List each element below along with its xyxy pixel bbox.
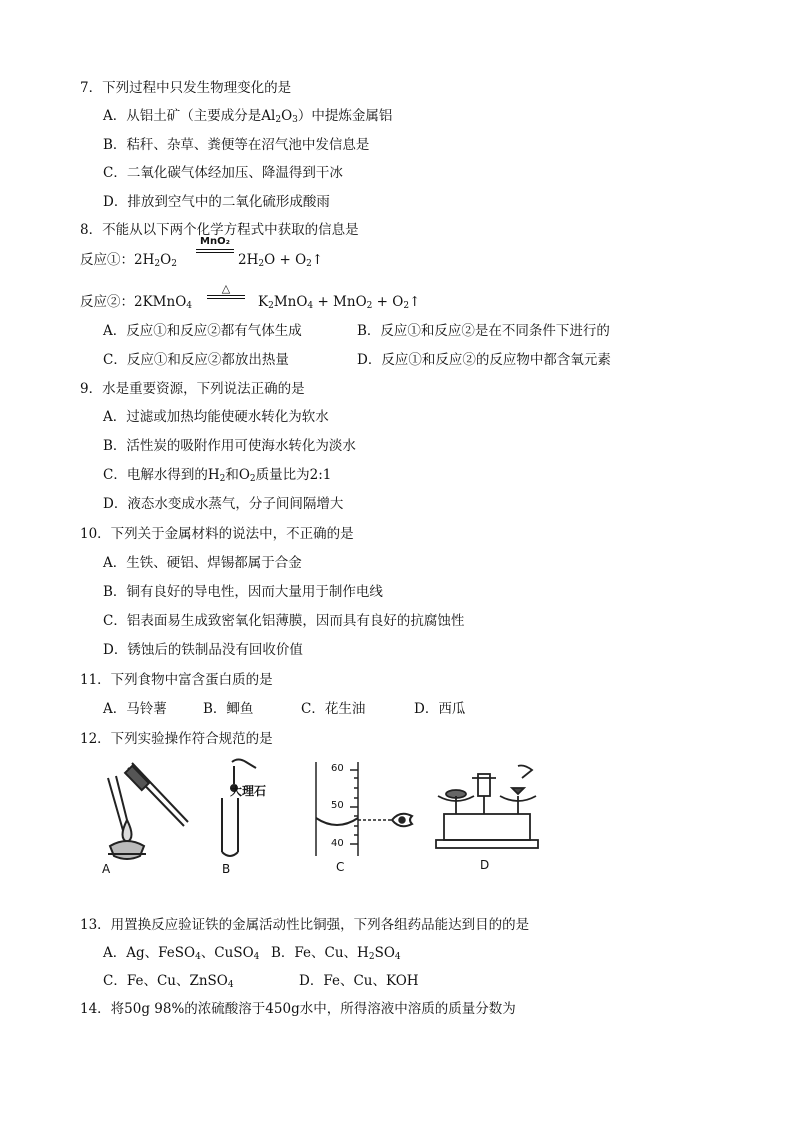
q8-stem: 8．不能从以下两个化学方程式中获取的信息是 xyxy=(80,222,359,238)
q10-option-a: A．生铁、硬铝、焊锡都属于合金 xyxy=(103,555,302,571)
q8-option-b: B．反应①和反应②是在不同条件下进行的 xyxy=(357,323,610,339)
q13-stem: 13．用置换反应验证铁的金属活动性比铜强，下列各组药品能达到目的的是 xyxy=(80,917,530,933)
q8-reaction-1-catalyst: MnO₂ xyxy=(196,236,234,253)
figure-b-adding-marble xyxy=(210,756,270,860)
figure-c-reading-cylinder xyxy=(308,758,420,860)
q13-option-c: C．Fe、Cu、ZnSO$_4$ xyxy=(103,973,234,990)
q10-option-b: B．铜有良好的导电性，因而大量用于制作电线 xyxy=(103,584,383,600)
q7-option-b: B．秸秆、杂草、粪便等在沼气池中发信息是 xyxy=(103,137,370,153)
q7-option-a: A．从铝土矿（主要成分是$Al_2O_3$）中提炼金属铝 xyxy=(103,108,393,125)
q7-option-d: D．排放到空气中的二氧化硫形成酸雨 xyxy=(103,194,330,210)
q13-option-d: D．Fe、Cu、KOH xyxy=(299,973,419,989)
figure-c-tick-50: 50 xyxy=(331,800,344,811)
q8-reaction-2: 反应②：2KMnO$_4$ xyxy=(80,294,192,311)
q13-option-a: A．Ag、FeSO$_4$、CuSO$_4$ xyxy=(103,945,260,962)
q8-reaction-1: 反应①：$2H_2O_2$ xyxy=(80,252,177,269)
figure-a-heating-test-tube xyxy=(88,758,198,868)
figure-b-marble-label: 大理石 xyxy=(230,784,267,798)
q11-stem: 11．下列食物中富含蛋白质的是 xyxy=(80,672,273,688)
q8-option-d: D．反应①和反应②的反应物中都含氧元素 xyxy=(357,352,611,368)
q9-stem: 9．水是重要资源，下列说法正确的是 xyxy=(80,381,305,397)
figure-b-label: B xyxy=(222,862,231,876)
q12-stem: 12．下列实验操作符合规范的是 xyxy=(80,731,273,747)
figure-d-balance-weighing xyxy=(432,764,542,854)
q8-reaction-1-products: $2H_2O$ + $O_2↑$ xyxy=(238,252,324,269)
q8-reaction-2-condition: △ xyxy=(207,283,245,299)
q7-option-c: C．二氧化碳气体经加压、降温得到干冰 xyxy=(103,165,343,181)
q10-option-c: C．铝表面易生成致密氧化铝薄膜，因而具有良好的抗腐蚀性 xyxy=(103,613,465,629)
figure-d-label: D xyxy=(480,858,490,872)
q14-stem: 14．将50g 98%的浓硫酸溶于450g水中，所得溶液中溶质的质量分数为 xyxy=(80,1001,516,1017)
figure-a-label: A xyxy=(102,862,111,876)
q8-option-c: C．反应①和反应②都放出热量 xyxy=(103,352,289,368)
q11-option-c: C．花生油 xyxy=(301,701,366,717)
q10-option-d: D．锈蚀后的铁制品没有回收价值 xyxy=(103,642,303,658)
q9-option-d: D．液态水变成水蒸气，分子间间隔增大 xyxy=(103,496,344,512)
q11-option-a: A．马铃薯 xyxy=(103,701,167,717)
q9-option-a: A．过滤或加热均能使硬水转化为软水 xyxy=(103,409,329,425)
figure-c-tick-40: 40 xyxy=(331,838,344,849)
q13-option-b: B．Fe、Cu、$H_2SO_4$ xyxy=(271,945,401,962)
q8-option-a: A．反应①和反应②都有气体生成 xyxy=(103,323,302,339)
q10-stem: 10．下列关于金属材料的说法中，不正确的是 xyxy=(80,526,354,542)
q8-reaction-2-products: $K_2MnO_4 + MnO_2$ + $O_2↑$ xyxy=(258,294,421,311)
figure-c-tick-60: 60 xyxy=(331,763,344,774)
q9-option-c: C．电解水得到的$H_2$和$O_2$质量比为2:1 xyxy=(103,467,332,484)
q7-stem: 7．下列过程中只发生物理变化的是 xyxy=(80,80,292,96)
q9-option-b: B．活性炭的吸附作用可使海水转化为淡水 xyxy=(103,438,356,454)
q11-option-b: B．鲫鱼 xyxy=(203,701,254,717)
figure-c-label: C xyxy=(336,860,345,874)
q11-option-d: D．西瓜 xyxy=(414,701,466,717)
